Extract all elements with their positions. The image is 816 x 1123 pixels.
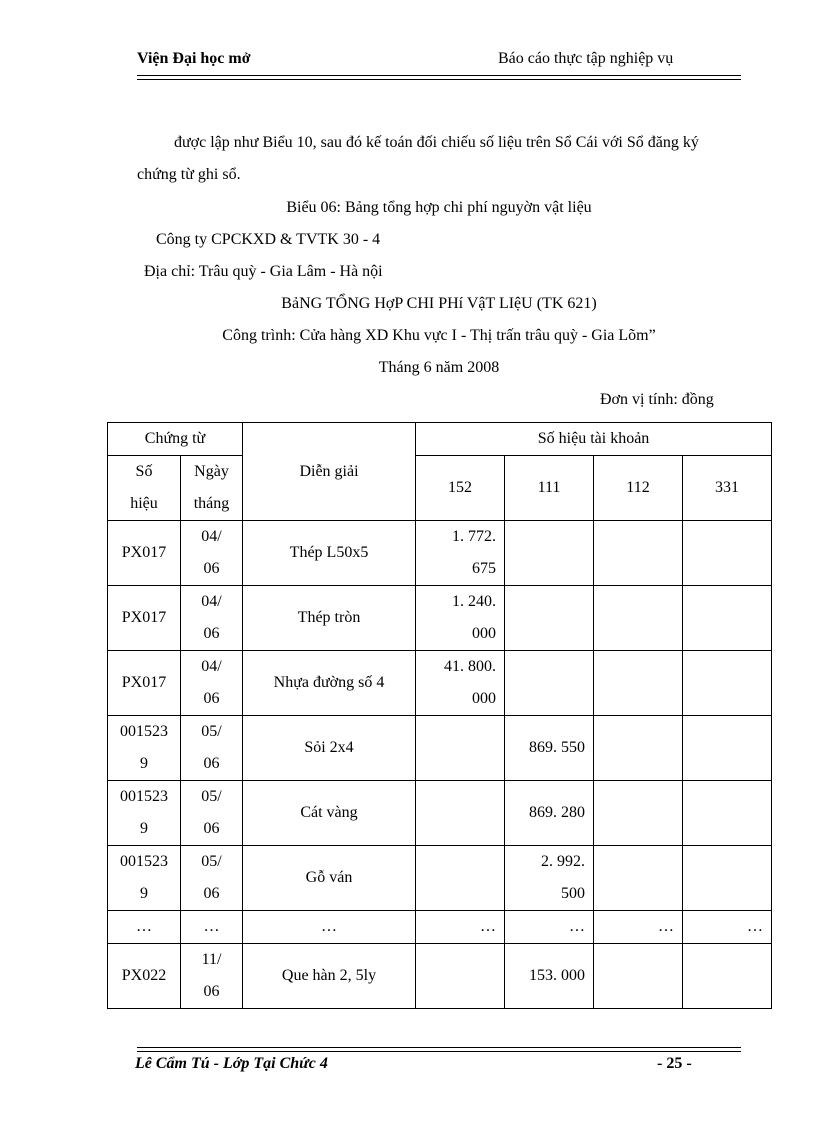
voucher-number-cell-line: PX017 (121, 674, 167, 691)
description-cell: Sỏi 2x4 (243, 716, 416, 781)
voucher-number-cell (108, 911, 181, 944)
cost-summary-table (107, 422, 772, 1009)
acc-152-cell (416, 651, 505, 716)
acc-152-cell (416, 846, 505, 911)
voucher-date-cell-line: 04/ (201, 593, 222, 610)
acc-111-cell (505, 716, 594, 781)
table-caption: Biểu 06: Bảng tổng hợp chi phí nguyờn vật liệu (286, 199, 592, 216)
acc-152-cell-line: … (480, 918, 496, 935)
header-acc-111: 111 (505, 456, 594, 521)
acc-331-cell (683, 651, 772, 716)
acc-331-cell (683, 716, 772, 781)
description-cell: Que hàn 2, 5ly (243, 944, 416, 1009)
acc-331-cell: … (683, 911, 772, 944)
table-row (108, 944, 772, 1009)
voucher-date-cell-line: 06 (203, 755, 220, 772)
voucher-date-cell (181, 911, 243, 944)
acc-331-cell (683, 586, 772, 651)
voucher-number-cell-line: 001523 (120, 788, 168, 805)
description-cell: Nhựa đường số 4 (243, 651, 416, 716)
voucher-date-cell-line: … (203, 918, 220, 935)
description-cell: … (243, 911, 416, 944)
acc-112-cell (594, 716, 683, 781)
voucher-number-cell (108, 846, 181, 911)
voucher-date-cell-line: 05/ (201, 853, 222, 870)
header-report-title: Báo cáo thực tập nghiệp vụ (498, 50, 674, 67)
acc-111-cell-line: 869. 280 (529, 804, 585, 821)
table-row (108, 781, 772, 846)
acc-152-cell-line: 1. 772. (452, 528, 496, 545)
acc-152-cell (416, 781, 505, 846)
acc-111-cell-line: 2. 992. (541, 853, 585, 870)
header-divider-bottom (137, 79, 741, 80)
acc-331-cell (683, 944, 772, 1009)
acc-112-cell (594, 846, 683, 911)
description-cell: Gỗ ván (243, 846, 416, 911)
voucher-number-cell-line: 9 (140, 755, 148, 772)
acc-111-cell-line: … (569, 918, 585, 935)
acc-111-cell-line: 869. 550 (529, 739, 585, 756)
table-row (108, 521, 772, 586)
acc-111-cell (505, 911, 594, 944)
table-row (108, 716, 772, 781)
table-header-row-1 (108, 423, 772, 456)
voucher-date-cell-line: 04/ (201, 658, 222, 675)
voucher-number-cell-line: PX022 (121, 967, 167, 984)
header-acc-152: 152 (416, 456, 505, 521)
table-header-row-2 (108, 456, 772, 521)
voucher-date-cell-line: 06 (203, 983, 220, 1000)
table-row (108, 586, 772, 651)
acc-331-cell (683, 846, 772, 911)
acc-112-cell (594, 651, 683, 716)
voucher-date-cell-line: 06 (203, 625, 220, 642)
currency-unit: Đơn vị tính: đồng (600, 391, 714, 408)
header-number-line1: Số (135, 463, 153, 480)
company-name: Công ty CPCKXD & TVTK 30 - 4 (156, 231, 381, 248)
table-row (108, 911, 772, 944)
voucher-date-cell (181, 586, 243, 651)
header-date-line1: Ngày (194, 463, 229, 480)
voucher-date-cell (181, 651, 243, 716)
voucher-date-cell (181, 521, 243, 586)
header-number (108, 456, 181, 521)
voucher-date-cell (181, 944, 243, 1009)
voucher-number-cell (108, 521, 181, 586)
voucher-number-cell (108, 716, 181, 781)
acc-331-cell (683, 521, 772, 586)
voucher-number-cell-line: 001523 (120, 723, 168, 740)
description-cell: Cát vàng (243, 781, 416, 846)
acc-152-cell-line: 1. 240. (452, 593, 496, 610)
voucher-number-cell (108, 586, 181, 651)
voucher-number-cell-line: … (136, 918, 152, 935)
acc-111-cell (505, 586, 594, 651)
acc-152-cell (416, 911, 505, 944)
acc-152-cell-line: 675 (472, 560, 496, 577)
voucher-date-cell-line: 06 (203, 690, 220, 707)
voucher-date-cell-line: 05/ (201, 723, 222, 740)
voucher-date-cell-line: 06 (203, 820, 220, 837)
header-institution: Viện Đại học mở (137, 50, 251, 67)
acc-152-cell (416, 521, 505, 586)
acc-152-cell-line: 41. 800. (444, 658, 496, 675)
acc-152-cell (416, 716, 505, 781)
table-row (108, 651, 772, 716)
page-number: - 25 - (657, 1055, 692, 1072)
acc-111-cell (505, 781, 594, 846)
voucher-date-cell-line: 04/ (201, 528, 222, 545)
acc-111-cell (505, 944, 594, 1009)
header-number-line2: hiệu (130, 495, 158, 512)
footer-divider-top (137, 1047, 741, 1048)
acc-111-cell (505, 521, 594, 586)
voucher-number-cell-line: 9 (140, 820, 148, 837)
voucher-date-cell (181, 781, 243, 846)
acc-112-cell (594, 944, 683, 1009)
voucher-date-cell (181, 846, 243, 911)
footer-divider-bottom (137, 1051, 741, 1052)
acc-152-cell-line: 000 (472, 625, 496, 642)
report-period: Tháng 6 năm 2008 (378, 359, 500, 376)
header-acc-331: 331 (683, 456, 772, 521)
acc-152-cell-line: 000 (472, 690, 496, 707)
acc-152-cell (416, 944, 505, 1009)
intro-paragraph: được lập như Biểu 10, sau đó kế toán đối chiếu số liệu trên Sổ Cái với Sổ đăng ký chứng từ ghi sổ. (137, 134, 699, 183)
acc-112-cell (594, 521, 683, 586)
header-voucher: Chứng từ (108, 423, 243, 456)
acc-152-cell (416, 586, 505, 651)
acc-112-cell (594, 781, 683, 846)
header-accounts: Số hiệu tài khoản (416, 423, 772, 456)
voucher-number-cell-line: PX017 (121, 609, 167, 626)
table-row (108, 846, 772, 911)
header-date (181, 456, 243, 521)
voucher-number-cell (108, 781, 181, 846)
voucher-number-cell (108, 944, 181, 1009)
header-description: Diễn giải (243, 423, 416, 521)
voucher-date-cell-line: 05/ (201, 788, 222, 805)
voucher-number-cell-line: PX017 (121, 544, 167, 561)
acc-111-cell-line: 500 (561, 885, 585, 902)
header-acc-112: 112 (594, 456, 683, 521)
voucher-number-cell-line: 001523 (120, 853, 168, 870)
voucher-number-cell-line: 9 (140, 885, 148, 902)
footer-author: Lê Cẩm Tú - Lớp Tại Chức 4 (135, 1055, 328, 1072)
description-cell: Thép tròn (243, 586, 416, 651)
report-title: BảNG TỔNG HợP CHI PHí VậT LIệU (TK 621) (281, 295, 597, 312)
description-cell: Thép L50x5 (243, 521, 416, 586)
voucher-date-cell-line: 11/ (201, 951, 222, 968)
company-address: Địa chỉ: Trâu quỳ - Gia Lâm - Hà nội (144, 263, 383, 280)
project-name: Công trình: Cửa hàng XD Khu vực I - Thị trấn trâu quỳ - Gia Lõm” (222, 327, 656, 344)
voucher-number-cell (108, 651, 181, 716)
voucher-date-cell-line: 06 (203, 885, 220, 902)
acc-112-cell (594, 586, 683, 651)
acc-111-cell (505, 846, 594, 911)
voucher-date-cell (181, 716, 243, 781)
header-date-line2: tháng (193, 495, 230, 512)
acc-111-cell (505, 651, 594, 716)
header-divider-top (137, 75, 741, 76)
acc-111-cell-line: 153. 000 (529, 967, 585, 984)
voucher-date-cell-line: 06 (203, 560, 220, 577)
acc-331-cell (683, 781, 772, 846)
acc-112-cell: … (594, 911, 683, 944)
